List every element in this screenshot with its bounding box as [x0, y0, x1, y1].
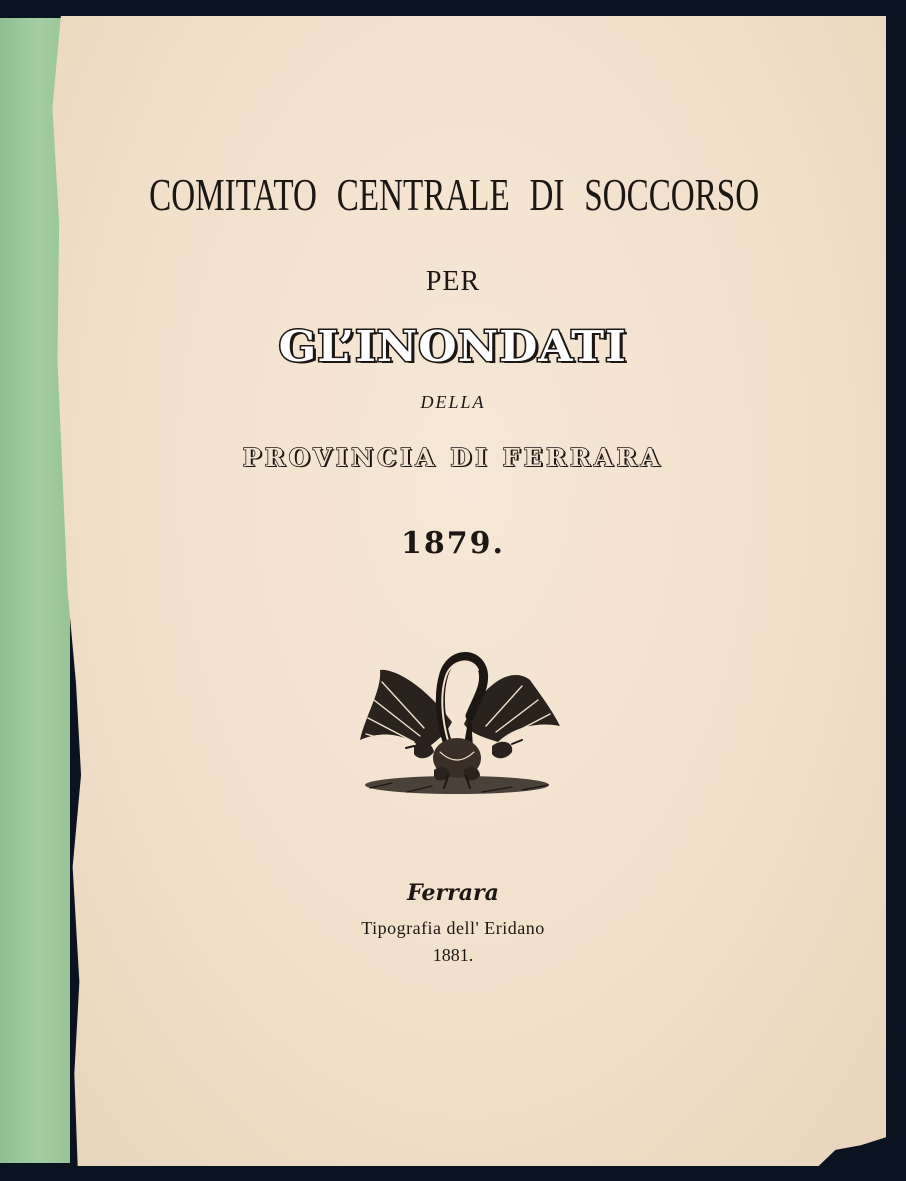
title-inondati: GL’INONDATI — [278, 322, 627, 371]
pelican-in-piety-icon — [352, 642, 562, 802]
imprint-city: Ferrara — [407, 880, 499, 906]
title-della: DELLA — [420, 392, 486, 412]
title-per: PER — [425, 266, 481, 297]
title-year: 1879. — [401, 526, 505, 561]
title-province: PROVINCIA DI FERRARA — [242, 443, 664, 472]
committee-title: COMITATO CENTRALE DI SOCCORSO — [149, 169, 760, 220]
imprint-printer: Tipografia dell' Eridano — [361, 918, 545, 938]
imprint-year: 1881. — [432, 945, 474, 965]
